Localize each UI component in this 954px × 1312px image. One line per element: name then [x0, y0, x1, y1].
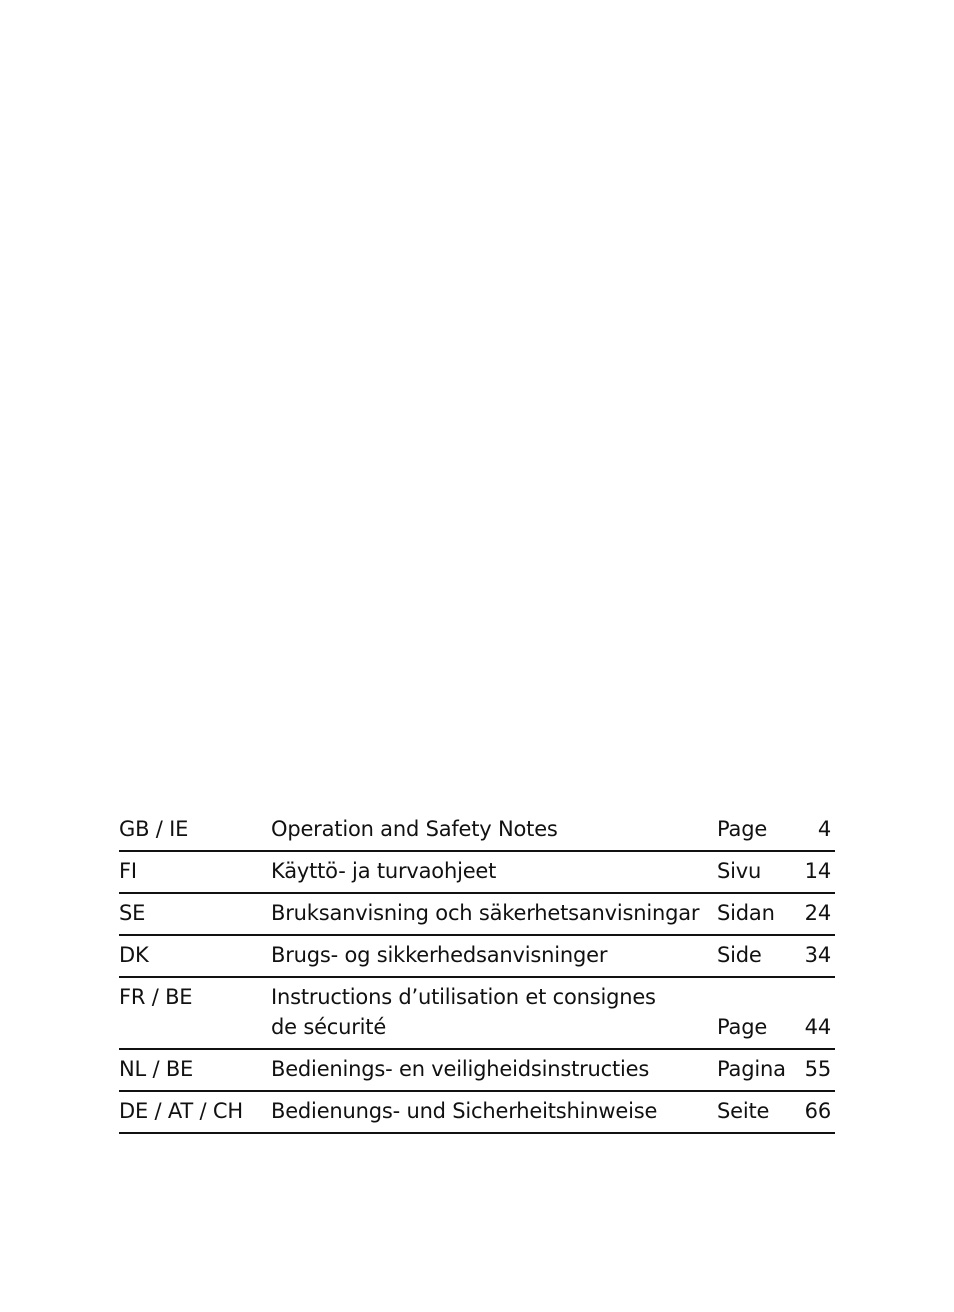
toc-row[interactable] — [119, 978, 835, 1050]
section-title: Bedienings- en veiligheidsinstructies — [271, 1057, 650, 1081]
language-code: SE — [119, 901, 146, 925]
section-title: Operation and Safety Notes — [271, 817, 558, 841]
page-number: 66 — [804, 1099, 831, 1123]
page-number: 24 — [804, 901, 831, 925]
toc-row[interactable] — [119, 894, 835, 936]
page-word: Page — [717, 817, 768, 841]
table-of-contents — [119, 810, 835, 1134]
language-code: NL / BE — [119, 1057, 194, 1081]
page-number: 4 — [817, 817, 831, 841]
toc-row[interactable] — [119, 810, 835, 852]
language-code: DK — [119, 943, 149, 967]
page-word: Page — [717, 1015, 768, 1039]
page-number: 34 — [804, 943, 831, 967]
toc-row[interactable] — [119, 852, 835, 894]
page-number: 55 — [804, 1057, 831, 1081]
toc-row[interactable] — [119, 1050, 835, 1092]
page-word: Pagina — [717, 1057, 786, 1081]
language-code: FR / BE — [119, 985, 193, 1009]
page-number: 44 — [804, 1015, 831, 1039]
language-code: DE / AT / CH — [119, 1099, 243, 1123]
section-title-continued: de sécurité — [271, 1015, 387, 1039]
page-word: Sidan — [717, 901, 775, 925]
page-number: 14 — [804, 859, 831, 883]
section-title: Käyttö- ja turvaohjeet — [271, 859, 497, 883]
page-word: Side — [717, 943, 762, 967]
page-word: Sivu — [717, 859, 762, 883]
toc-row[interactable] — [119, 1092, 835, 1134]
page-word: Seite — [717, 1099, 770, 1123]
language-code: FI — [119, 859, 137, 883]
toc-row[interactable] — [119, 936, 835, 978]
section-title: Bruksanvisning och säkerhetsanvisningar — [271, 901, 700, 925]
section-title: Instructions d’utilisation et consignes — [271, 985, 656, 1009]
language-code: GB / IE — [119, 817, 189, 841]
section-title: Brugs- og sikkerhedsanvisninger — [271, 943, 608, 967]
section-title: Bedienungs- und Sicherheitshinweise — [271, 1099, 658, 1123]
